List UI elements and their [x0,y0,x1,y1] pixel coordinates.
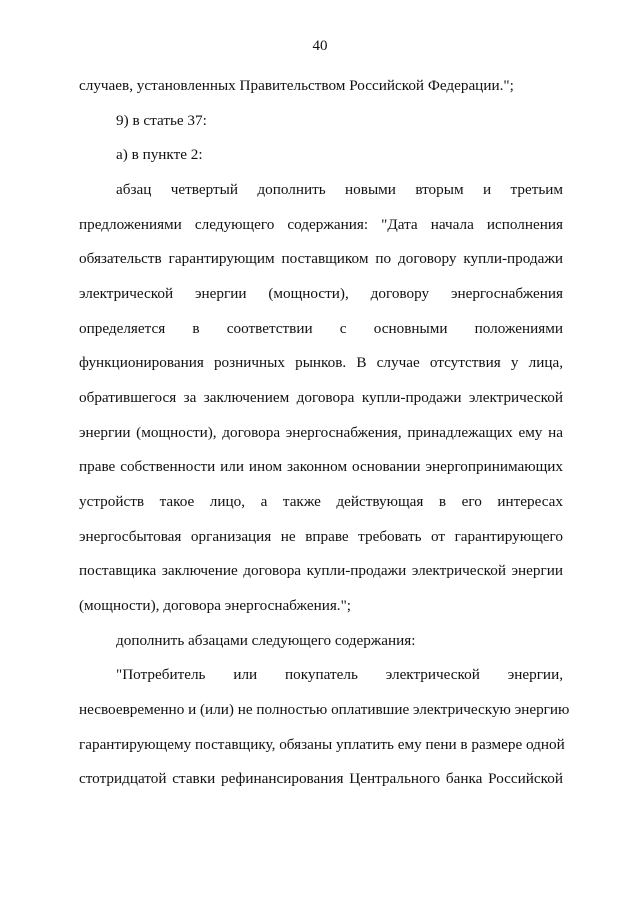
text-line: случаев, установленных Правительством Российской Федерации."; [79,77,514,94]
text-line: обязательств гарантирующим поставщиком по договору купли-продажи [79,250,563,267]
page-number: 40 [312,38,328,54]
text-line: а) в пункте 2: [116,146,203,163]
text-line: праве собственности или ином законном основании энергопринимающих [79,458,563,475]
text-line: 9) в статье 37: [116,112,207,129]
text-line: предложениями следующего содержания: "Дата начала исполнения [79,216,563,233]
text-line: гарантирующему поставщику, обязаны уплатить ему пени в размере одной [79,736,565,753]
text-line: энергосбытовая организация не вправе требовать от гарантирующего [79,528,563,545]
text-line: несвоевременно и (или) не полностью оплатившие электрическую энергию [79,701,570,718]
text-line: устройств такое лицо, а также действующая в его интересах [79,493,563,510]
text-line: (мощности), договора энергоснабжения."; [79,597,352,614]
text-line: поставщика заключение договора купли-продажи электрической энергии [79,562,563,579]
text-line: обратившегося за заключением договора купли-продажи электрической [79,389,563,406]
text-line: определяется в соответствии с основными положениями [79,320,563,337]
text-line: дополнить абзацами следующего содержания: [116,632,416,649]
text-line: стотридцатой ставки рефинансирования Центрального банка Российской [79,770,563,787]
text-line: функционирования розничных рынков. В случае отсутствия у лица, [79,354,563,371]
text-line: электрической энергии (мощности), договору энергоснабжения [79,285,563,302]
text-line: энергии (мощности), договора энергоснабжения, принадлежащих ему на [79,424,563,441]
text-line: абзац четвертый дополнить новыми вторым и третьим [116,181,563,198]
text-line: "Потребитель или покупатель электрической энергии, [116,666,563,683]
